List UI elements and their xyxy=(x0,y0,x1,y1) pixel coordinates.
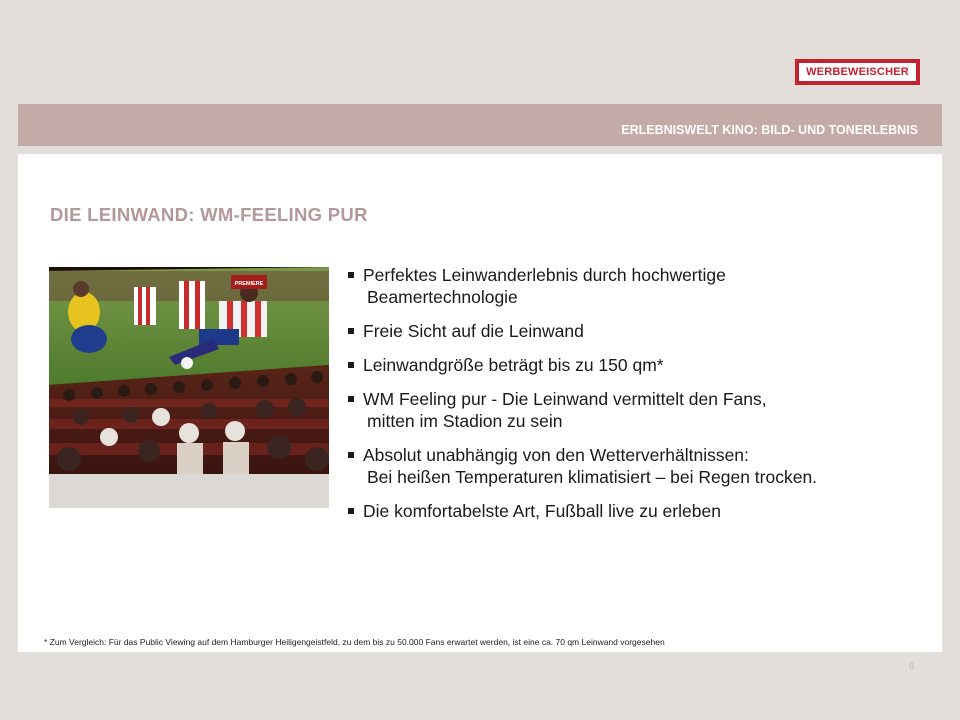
bullet-square-icon xyxy=(348,396,354,402)
photo-frame xyxy=(49,267,329,508)
cinema-photo-illustration xyxy=(49,267,329,474)
bullet-text-continued: Beamertechnologie xyxy=(367,287,518,307)
bullet-item xyxy=(348,354,938,376)
slide-title: DIE LEINWAND: WM-FEELING PUR xyxy=(50,204,368,225)
bullet-text: Freie Sicht auf die Leinwand xyxy=(363,321,584,341)
footnote: * Zum Vergleich: Für das Public Viewing auf dem Hamburger Heiligengeistfeld, zu dem bis zu 50.000 Fans erwartet werden, ist eine ca. 70 qm Leinwand vorgesehen xyxy=(44,637,665,647)
bullet-item xyxy=(348,264,938,308)
bullet-text: Absolut unabhängig von den Wetterverhältnissen: xyxy=(363,445,749,465)
bullet-item xyxy=(348,444,938,488)
page-number: 6 xyxy=(909,661,915,671)
bullet-item xyxy=(348,388,938,432)
bullet-square-icon xyxy=(348,508,354,514)
bullet-text-continued: mitten im Stadion zu sein xyxy=(367,411,563,431)
bullet-text: Leinwandgröße beträgt bis zu 150 qm* xyxy=(363,355,664,375)
bullet-square-icon xyxy=(348,362,354,368)
bullet-square-icon xyxy=(348,452,354,458)
bullet-item xyxy=(348,320,938,342)
section-title: ERLEBNISWELT KINO: BILD- UND TONERLEBNIS xyxy=(621,123,918,137)
content-panel xyxy=(18,154,942,652)
cinema-photo xyxy=(49,267,329,474)
logo-text: WERBEWEISCHER xyxy=(806,66,909,78)
bullet-list xyxy=(348,264,938,534)
header-band xyxy=(18,104,942,146)
werbeweischer-logo xyxy=(795,59,920,85)
bullet-text: Die komfortabelste Art, Fußball live zu erleben xyxy=(363,501,721,521)
bullet-square-icon xyxy=(348,328,354,334)
bullet-item xyxy=(348,500,938,522)
bullet-text: WM Feeling pur - Die Leinwand vermittelt den Fans, xyxy=(363,389,767,409)
premiere-logo-text: PREMIERE xyxy=(234,281,264,287)
bullet-text: Perfektes Leinwanderlebnis durch hochwertige xyxy=(363,265,726,285)
bullet-square-icon xyxy=(348,272,354,278)
bullet-text-continued: Bei heißen Temperaturen klimatisiert – bei Regen trocken. xyxy=(367,467,818,487)
logo-inner xyxy=(798,62,917,82)
